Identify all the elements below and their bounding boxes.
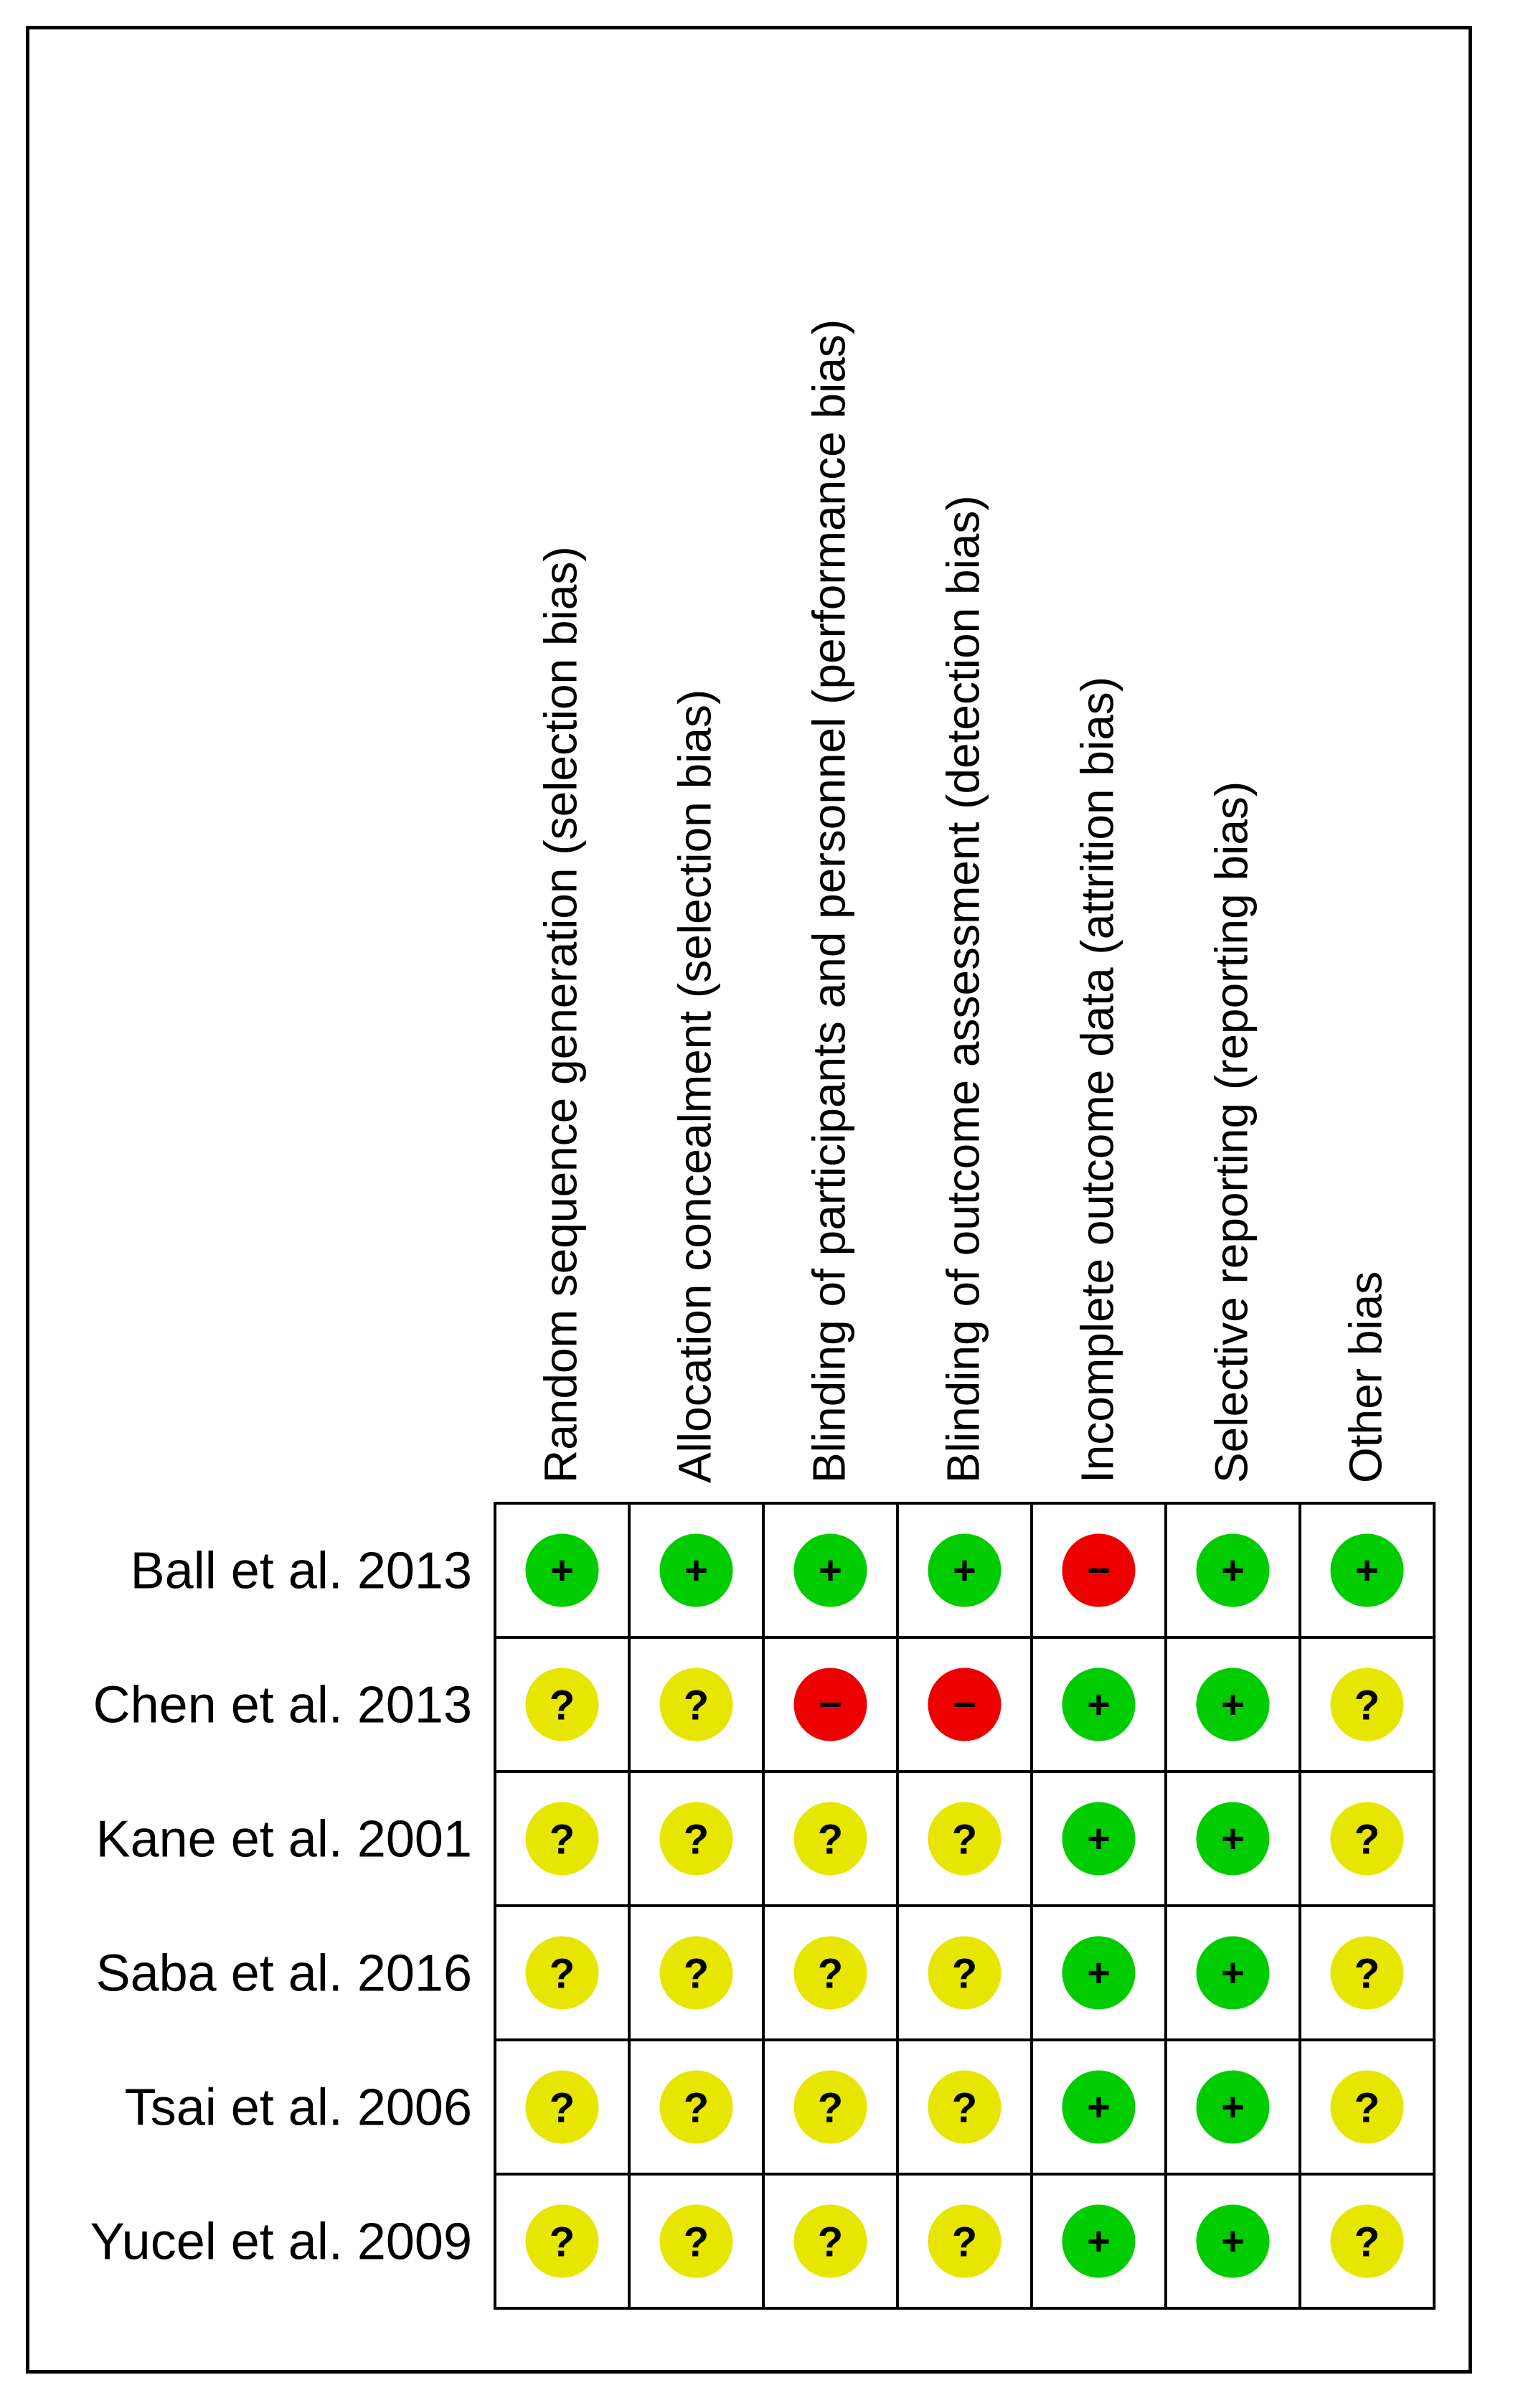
judgement-symbol: ? (683, 1682, 710, 1729)
judgement-symbol: + (1221, 1547, 1245, 1593)
judgement-symbol: + (1221, 1681, 1245, 1727)
column-label: Other bias (1339, 1271, 1392, 1483)
judgement-symbol: ? (817, 2084, 844, 2132)
judgement-symbol: ? (951, 1816, 978, 1863)
judgement-symbol: ? (683, 2219, 710, 2266)
judgement-symbol: ? (951, 2219, 978, 2266)
judgement-symbol: + (684, 1547, 708, 1593)
judgement-symbol: + (1087, 1815, 1111, 1861)
judgement-symbol: + (1087, 2084, 1111, 2130)
row-label: Kane et al. 2001 (95, 1810, 472, 1868)
judgement-symbol: + (819, 1547, 842, 1593)
judgement-symbol: ? (1354, 1682, 1380, 1729)
judgement-symbol: ? (683, 1816, 710, 1863)
judgement-symbol: + (1355, 1547, 1379, 1593)
judgement-symbol: + (1221, 2084, 1245, 2130)
column-label: Allocation concealment (selection bias) (669, 689, 721, 1483)
judgement-symbol: ? (817, 2219, 844, 2266)
judgement-symbol: ? (683, 1950, 710, 1998)
judgement-symbol: + (1221, 1815, 1245, 1861)
row-label: Tsai et al. 2006 (124, 2079, 472, 2137)
row-label: Yucel et al. 2009 (90, 2213, 472, 2271)
judgement-symbol: ? (1354, 1816, 1380, 1863)
judgement-symbol: ? (951, 2084, 978, 2132)
row-label: Ball et al. 2013 (130, 1542, 472, 1600)
judgement-symbol: ? (951, 1950, 978, 1998)
column-label: Blinding of outcome assessment (detection bias) (937, 495, 989, 1483)
judgement-symbol: + (1087, 1950, 1111, 1995)
judgement-symbol: + (1087, 2218, 1111, 2264)
judgement-symbol: ? (817, 1950, 844, 1998)
column-label: Blinding of participants and personnel (performance bias) (803, 319, 855, 1483)
judgement-symbol: ? (817, 1816, 844, 1863)
judgement-symbol: + (1087, 1681, 1111, 1727)
judgement-symbol: ? (683, 2084, 710, 2132)
judgement-symbol: ? (1354, 2084, 1380, 2132)
judgement-symbol: ? (549, 2084, 575, 2132)
judgement-symbol: − (953, 1681, 976, 1727)
judgement-symbol: + (953, 1547, 976, 1593)
judgement-symbol: + (1221, 2218, 1245, 2264)
row-label: Saba et al. 2016 (95, 1944, 472, 2003)
column-label: Random sequence generation (selection bias) (534, 546, 587, 1483)
judgement-symbol: − (819, 1681, 842, 1727)
judgement-symbol: ? (549, 1816, 575, 1863)
judgement-symbol: ? (549, 1682, 575, 1729)
judgement-symbol: ? (549, 1950, 575, 1998)
judgement-symbol: + (1221, 1950, 1245, 1995)
judgement-symbol: − (1087, 1547, 1111, 1593)
judgement-symbol: + (550, 1547, 574, 1593)
judgement-symbol: ? (1354, 2219, 1380, 2266)
column-label: Incomplete outcome data (attrition bias) (1071, 676, 1123, 1483)
row-label: Chen et al. 2013 (93, 1676, 472, 1734)
judgement-symbol: ? (549, 2219, 575, 2266)
column-label: Selective reporting (reporting bias) (1205, 781, 1258, 1483)
judgement-symbol: ? (1354, 1950, 1380, 1998)
